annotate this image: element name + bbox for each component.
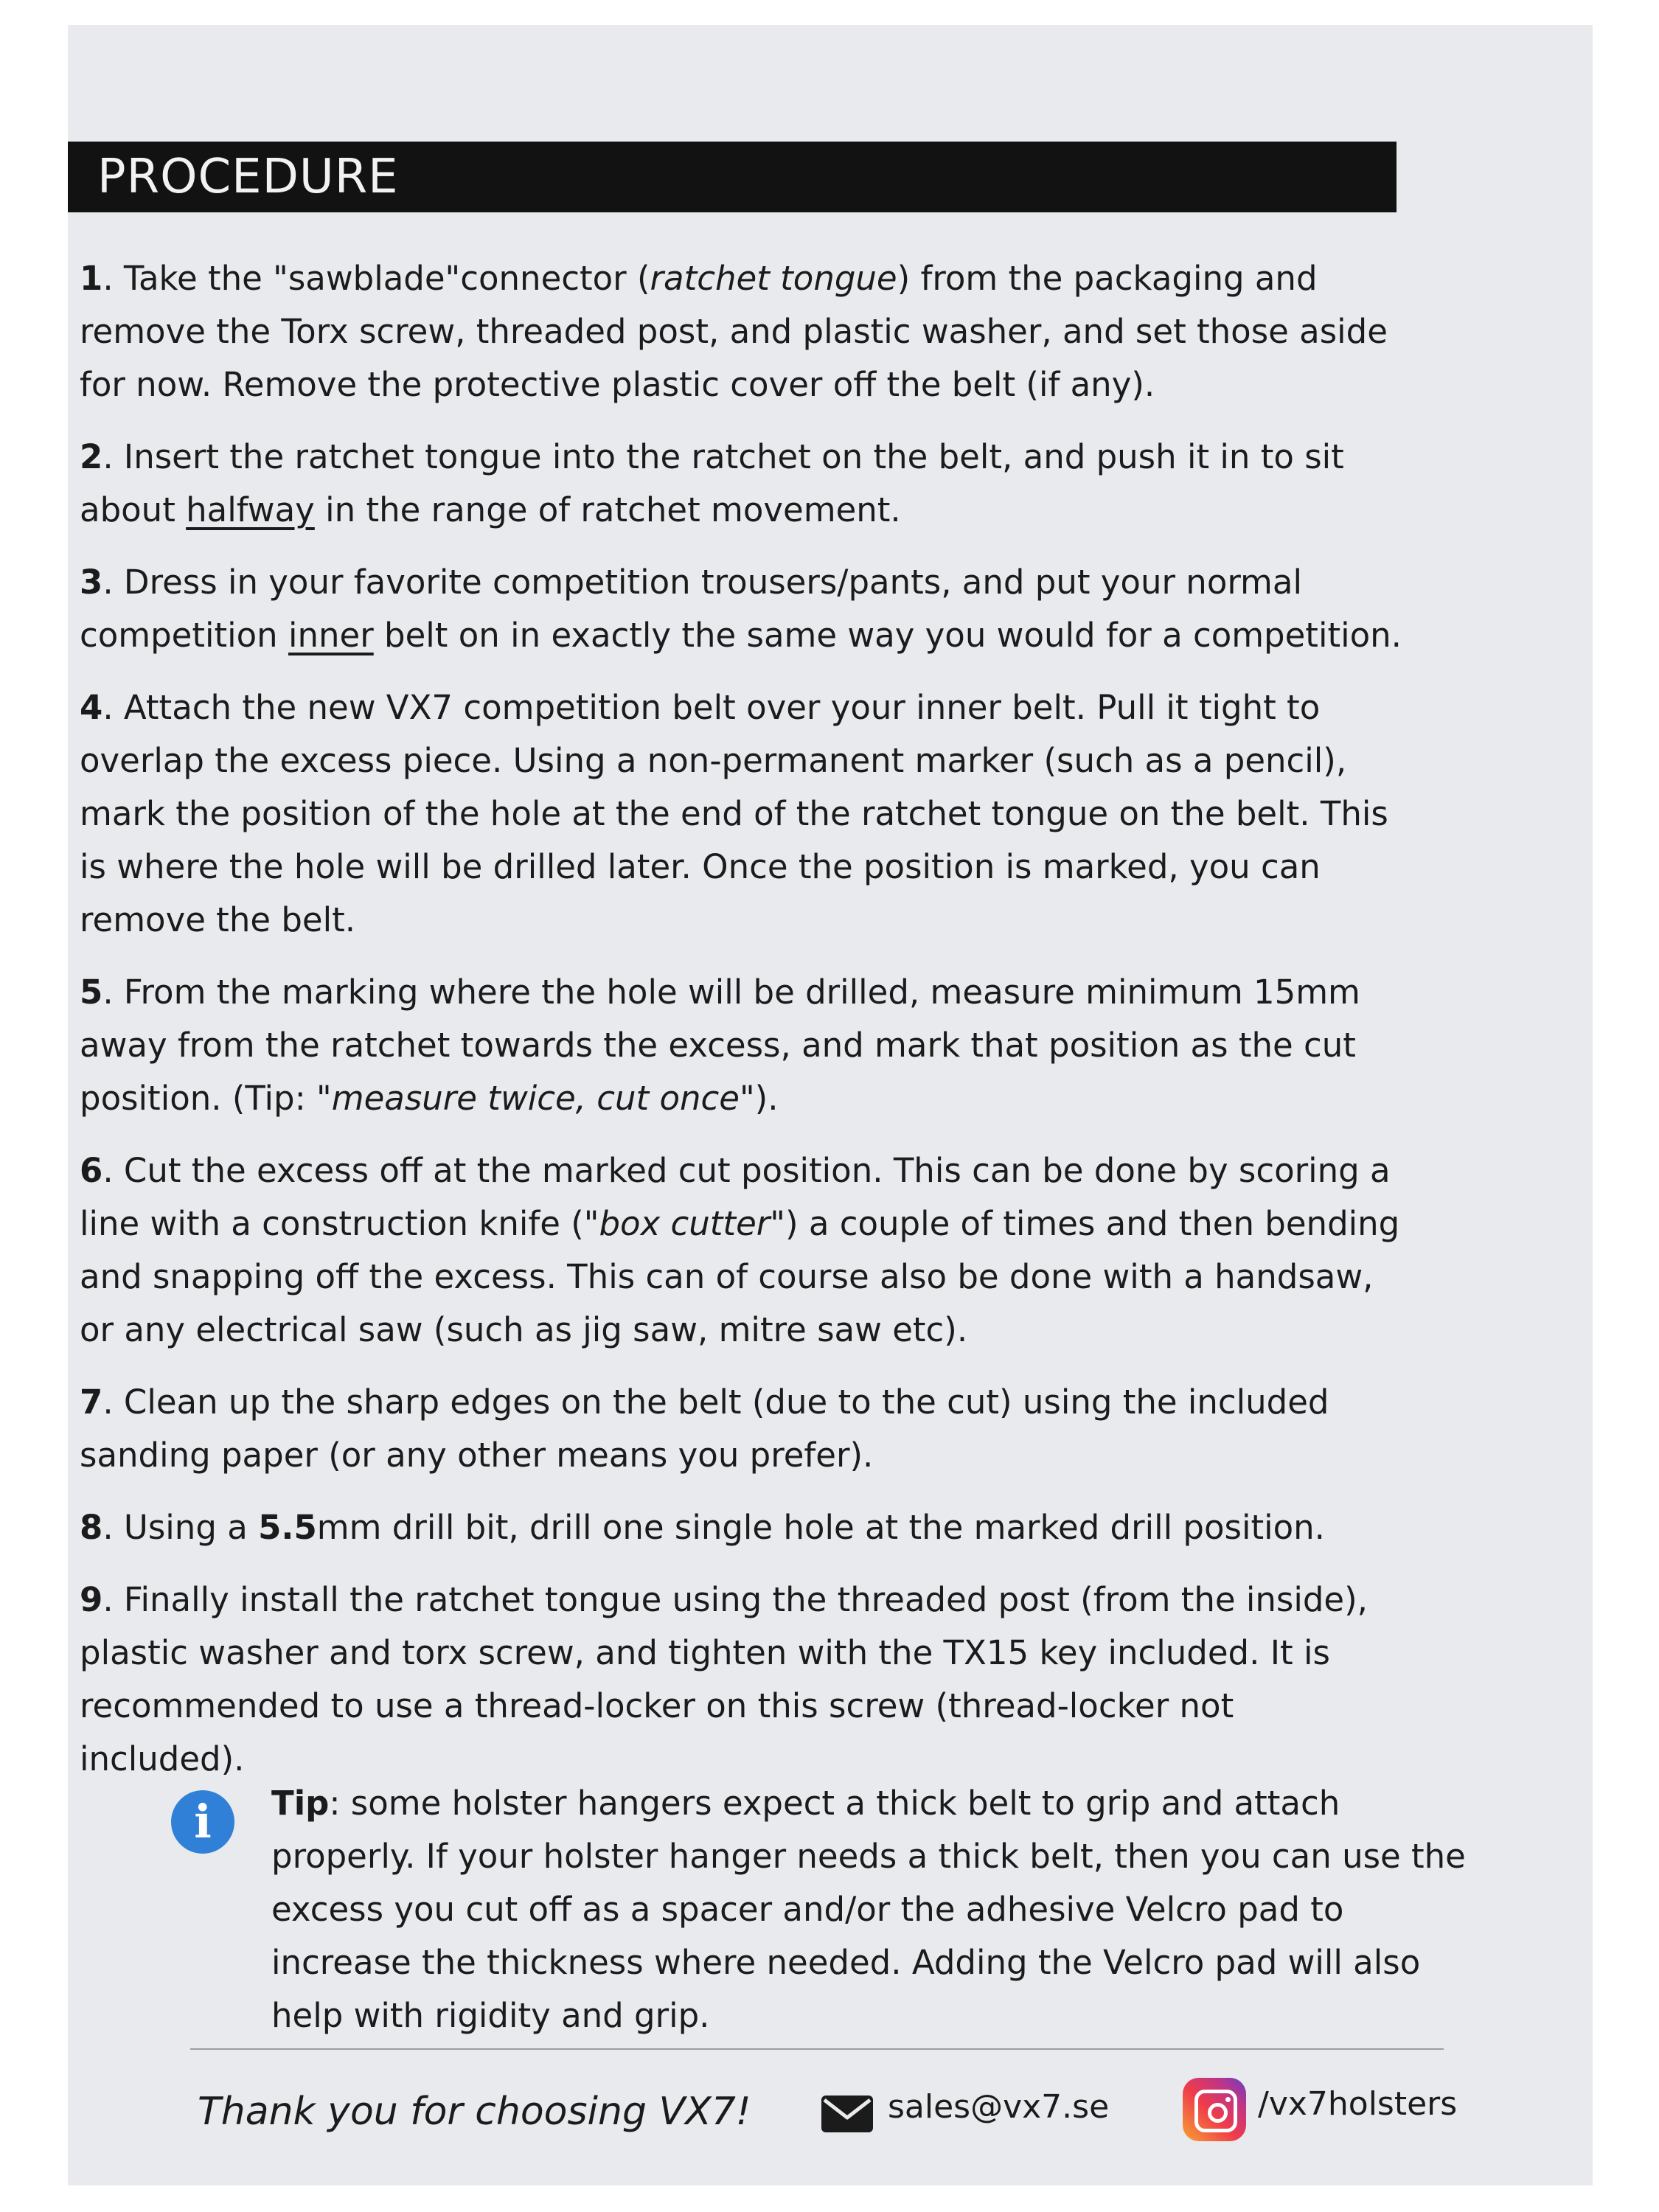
step-number: 7 <box>80 1382 103 1422</box>
step-4 <box>80 681 1407 947</box>
step-emphasis: ratchet tongue <box>650 259 897 298</box>
step-text: in the range of ratchet movement. <box>314 490 901 529</box>
step-text: . Using a <box>102 1508 259 1547</box>
step-text: . Take the "sawblade"connector ( <box>102 259 650 298</box>
step-number: 9 <box>80 1580 103 1619</box>
step-text: . Finally install the ratchet tongue using the threaded post (from the inside), plastic washer and torx screw, and tighten with the TX15 key included. It is recommended to use a thread-locker on this screw (thread-locker not included). <box>80 1580 1368 1778</box>
step-underlined-word: halfway <box>186 490 315 529</box>
tip-body: : some holster hangers expect a thick belt to grip and attach properly. If your holster hanger needs a thick belt, then you can use the excess you cut off as a spacer and/or the adhesive Velcro pad to increase the thickness where needed. Adding the Velcro pad will also help with rigidity and grip. <box>271 1784 1466 2035</box>
tip-text <box>271 1777 1466 2042</box>
step-8 <box>80 1501 1407 1554</box>
tip-label: Tip <box>271 1784 330 1823</box>
page-title: PROCEDURE <box>97 150 399 204</box>
thank-you-text: Thank you for choosing VX7! <box>198 2090 751 2134</box>
step-text: . Clean up the sharp edges on the belt (due to the cut) using the included sanding paper (or any other means you prefer). <box>80 1382 1329 1475</box>
step-number: 2 <box>80 437 103 476</box>
step-number: 6 <box>80 1151 103 1190</box>
step-text: . From the marking where the hole will be drilled, measure minimum 15mm away from the ratchet towards the excess, and mark that position as the cut position. (Tip: <box>80 973 1360 1118</box>
steps-list <box>80 252 1407 1805</box>
envelope-icon <box>820 2094 874 2134</box>
info-icon: i <box>171 1790 234 1854</box>
step-number: 5 <box>80 973 103 1012</box>
step-5 <box>80 966 1407 1125</box>
email-link[interactable]: sales@vx7.se <box>888 2088 1110 2126</box>
drill-size: 5.5 <box>258 1508 317 1547</box>
step-9 <box>80 1573 1407 1786</box>
step-text: . Attach the new VX7 competition belt over your inner belt. Pull it tight to overlap the excess piece. Using a non-permanent marker (such as a pencil), mark the position of the hole at the end of the ratchet tongue on the belt. This is where the hole will be drilled later. Once the position is marked, you can remove the belt. <box>80 688 1388 939</box>
step-text: . Dress in your favorite competition trousers/pants, and put your normal competition <box>80 563 1302 655</box>
step-text: . Cut the excess off at the marked cut position. This can be done by scoring a line with a construction knife ( <box>80 1151 1391 1243</box>
step-number: 8 <box>80 1508 103 1547</box>
step-underlined-word: inner <box>288 616 374 655</box>
heading-bar <box>68 142 1397 212</box>
step-text: mm drill bit, drill one single hole at the marked drill position. <box>316 1508 1325 1547</box>
step-emphasis: "box cutter" <box>583 1204 785 1243</box>
step-text: ). <box>754 1079 779 1118</box>
step-text: ) a couple of times and then bending and snapping off the excess. This can of course also be done with a handsaw, or any electrical saw (such as jig saw, mitre saw etc). <box>80 1204 1400 1349</box>
step-1 <box>80 252 1407 411</box>
step-number: 3 <box>80 563 103 602</box>
step-number: 1 <box>80 259 103 298</box>
step-6 <box>80 1144 1407 1357</box>
step-text: ) from the packaging and remove the Torx screw, threaded post, and plastic washer, and set those aside for now. Remove the protective plastic cover off the belt (if any). <box>80 259 1388 404</box>
step-text: belt on in exactly the same way you would for a competition. <box>373 616 1402 655</box>
step-2 <box>80 431 1407 537</box>
step-7 <box>80 1376 1407 1482</box>
footer-divider <box>190 2048 1444 2050</box>
instagram-handle-link[interactable]: /vx7holsters <box>1258 2085 1458 2123</box>
step-number: 4 <box>80 688 103 727</box>
step-3 <box>80 556 1407 662</box>
step-emphasis: "measure twice, cut once" <box>316 1079 755 1118</box>
step-text: . Insert the ratchet tongue into the ratchet on the belt, and push it in to sit about <box>80 437 1344 529</box>
instagram-icon <box>1183 2078 1246 2141</box>
